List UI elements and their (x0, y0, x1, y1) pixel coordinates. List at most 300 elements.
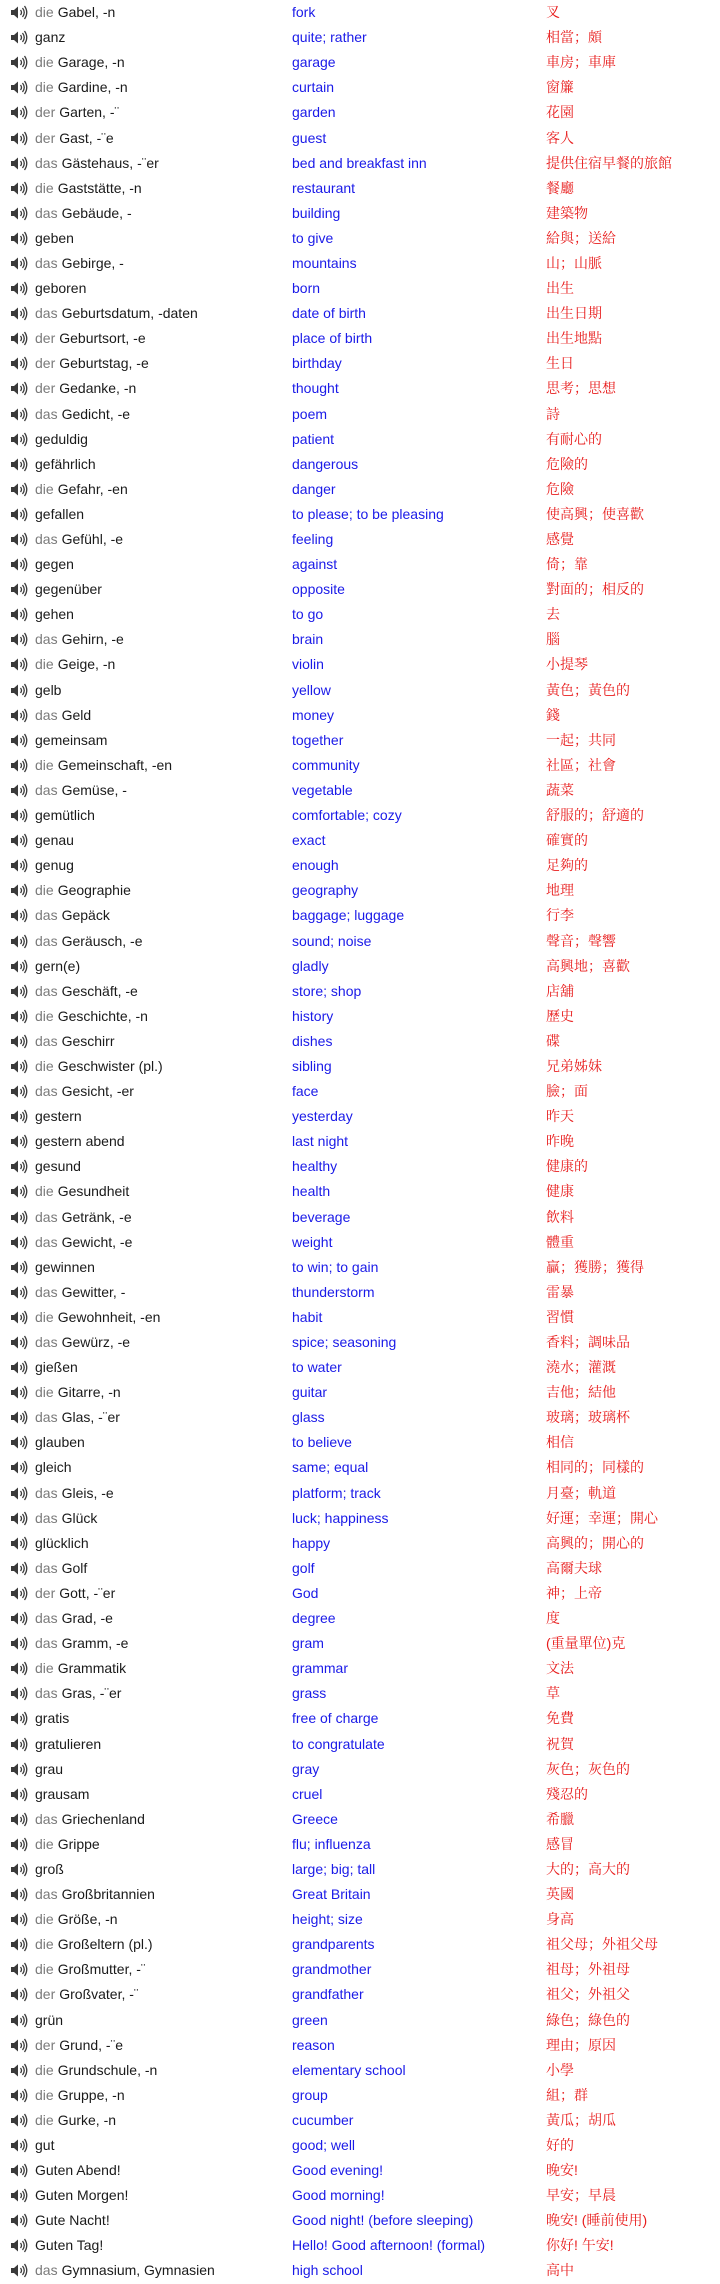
speaker-icon[interactable] (10, 959, 29, 974)
german-cell (0, 2183, 292, 2208)
article: die (35, 2111, 54, 2128)
english-translation: grandparents (292, 1936, 375, 1953)
german-cell (0, 1054, 292, 1079)
speaker-icon[interactable] (10, 708, 29, 723)
german-word: geben (35, 229, 74, 246)
speaker-icon[interactable] (10, 1410, 29, 1425)
speaker-icon[interactable] (10, 1812, 29, 1827)
vocab-row (0, 1330, 720, 1355)
speaker-icon[interactable] (10, 1235, 29, 1250)
speaker-icon[interactable] (10, 1862, 29, 1877)
speaker-icon[interactable] (10, 883, 29, 898)
vocab-row (0, 1606, 720, 1631)
german-word: gefallen (35, 505, 85, 522)
english-translation: thought (292, 380, 339, 397)
chinese-translation: 贏；獲勝；獲得 (546, 1258, 644, 1275)
speaker-icon[interactable] (10, 808, 29, 823)
chinese-translation: 體重 (546, 1233, 574, 1250)
speaker-icon[interactable] (10, 1134, 29, 1149)
german-cell (0, 1280, 292, 1305)
speaker-icon[interactable] (10, 1210, 29, 1225)
speaker-icon[interactable] (10, 984, 29, 999)
speaker-icon[interactable] (10, 1034, 29, 1049)
vocab-row (0, 1154, 720, 1179)
english-translation: gladly (292, 957, 329, 974)
speaker-icon[interactable] (10, 1511, 29, 1526)
chinese-translation: 玻璃；玻璃杯 (546, 1409, 630, 1426)
german-cell (0, 1355, 292, 1380)
german-word: gestern (35, 1108, 82, 1125)
chinese-translation: 黃瓜；胡瓜 (546, 2111, 616, 2128)
german-word: genau (35, 832, 74, 849)
german-word: glauben (35, 1434, 85, 1451)
chinese-translation: 去 (546, 606, 560, 623)
article: das (35, 907, 58, 924)
german-word: Gesundheit (57, 1183, 130, 1200)
german-cell (0, 728, 292, 753)
article: das (35, 932, 58, 949)
german-word: gewinnen (35, 1258, 95, 1275)
chinese-translation: (重量單位)克 (546, 1635, 626, 1652)
speaker-icon[interactable] (10, 858, 29, 873)
speaker-icon[interactable] (10, 1762, 29, 1777)
speaker-icon[interactable] (10, 1285, 29, 1300)
speaker-icon[interactable] (10, 1159, 29, 1174)
german-cell (0, 1179, 292, 1204)
speaker-icon[interactable] (10, 181, 29, 196)
german-word: gern(e) (35, 957, 81, 974)
vocab-row (0, 201, 720, 226)
speaker-icon[interactable] (10, 1435, 29, 1450)
english-translation: grass (292, 1685, 327, 1702)
english-translation: Hello! Good afternoon! (formal) (292, 2237, 485, 2254)
english-translation: fork (292, 4, 316, 21)
chinese-translation: 健康的 (546, 1158, 588, 1175)
chinese-translation: 昨晚 (546, 1133, 574, 1150)
speaker-icon[interactable] (10, 1737, 29, 1752)
chinese-translation: 灰色；灰色的 (546, 1760, 630, 1777)
speaker-icon[interactable] (10, 2063, 29, 2078)
speaker-icon[interactable] (10, 131, 29, 146)
chinese-translation: 叉 (546, 4, 560, 21)
english-translation: to go (292, 606, 324, 623)
german-word: Gedicht, -e (61, 405, 131, 422)
article: das (35, 2262, 58, 2279)
article: der (35, 355, 56, 372)
english-translation: luck; happiness (292, 1509, 389, 1526)
article: das (35, 1886, 58, 1903)
speaker-icon[interactable] (10, 1837, 29, 1852)
chinese-translation: 餐廳 (546, 179, 574, 196)
english-translation: garden (292, 104, 336, 121)
chinese-translation: 神；上帝 (546, 1584, 602, 1601)
chinese-translation: 澆水；灌溉 (546, 1359, 616, 1376)
vocab-row (0, 2083, 720, 2108)
vocab-row (0, 1305, 720, 1330)
vocab-row (0, 251, 720, 276)
english-translation: good; well (292, 2137, 356, 2154)
article: das (35, 1685, 58, 1702)
speaker-icon[interactable] (10, 331, 29, 346)
vocab-row (0, 1656, 720, 1681)
german-cell (0, 1606, 292, 1631)
german-word: Gewitter, - (61, 1283, 126, 1300)
chinese-translation: 晚安! (546, 2162, 578, 2179)
speaker-icon[interactable] (10, 1636, 29, 1651)
article: der (35, 2036, 56, 2053)
vocab-row (0, 1205, 720, 1230)
speaker-icon[interactable] (10, 1561, 29, 1576)
speaker-icon[interactable] (10, 306, 29, 321)
speaker-icon[interactable] (10, 1661, 29, 1676)
english-translation: God (292, 1584, 319, 1601)
english-translation: cucumber (292, 2111, 354, 2128)
german-word: Gewohnheit, -en (57, 1308, 161, 1325)
article: die (35, 480, 54, 497)
vocab-row (0, 151, 720, 176)
speaker-icon[interactable] (10, 1385, 29, 1400)
chinese-translation: 黃色；黃色的 (546, 681, 630, 698)
german-cell (0, 226, 292, 251)
german-word: Gästehaus, -¨er (61, 154, 159, 171)
article: das (35, 1635, 58, 1652)
speaker-icon[interactable] (10, 1611, 29, 1626)
speaker-icon[interactable] (10, 2038, 29, 2053)
speaker-icon[interactable] (10, 1711, 29, 1726)
chinese-translation: 確實的 (546, 832, 588, 849)
speaker-icon[interactable] (10, 407, 29, 422)
speaker-icon[interactable] (10, 1787, 29, 1802)
speaker-icon[interactable] (10, 156, 29, 171)
german-cell (0, 25, 292, 50)
english-translation: free of charge (292, 1710, 379, 1727)
article: das (35, 631, 58, 648)
german-cell (0, 1656, 292, 1681)
german-word: gleich (35, 1459, 72, 1476)
speaker-icon[interactable] (10, 206, 29, 221)
speaker-icon[interactable] (10, 432, 29, 447)
speaker-icon[interactable] (10, 2163, 29, 2178)
german-word: Garten, -¨ (59, 104, 120, 121)
english-translation: platform; track (292, 1484, 381, 1501)
german-word: Großeltern (pl.) (57, 1936, 153, 1953)
german-word: Geräusch, -e (61, 932, 143, 949)
vocab-row (0, 954, 720, 979)
chinese-translation: 英國 (546, 1886, 574, 1903)
english-translation: money (292, 706, 335, 723)
article: die (35, 54, 54, 71)
speaker-icon[interactable] (10, 532, 29, 547)
chinese-translation: 聲音；聲響 (546, 932, 616, 949)
speaker-icon[interactable] (10, 1335, 29, 1350)
english-translation: patient (292, 430, 335, 447)
german-word: Geld (61, 706, 92, 723)
speaker-icon[interactable] (10, 2238, 29, 2253)
speaker-icon[interactable] (10, 1887, 29, 1902)
german-cell (0, 2033, 292, 2058)
vocab-row (0, 75, 720, 100)
german-cell (0, 251, 292, 276)
article: die (35, 656, 54, 673)
vocab-row (0, 778, 720, 803)
speaker-icon[interactable] (10, 2013, 29, 2028)
german-word: Glück (61, 1509, 98, 1526)
english-translation: restaurant (292, 179, 356, 196)
english-translation: beverage (292, 1208, 351, 1225)
vocab-row (0, 1430, 720, 1455)
english-translation: to water (292, 1359, 342, 1376)
article: der (35, 330, 56, 347)
speaker-icon[interactable] (10, 1937, 29, 1952)
chinese-translation: 出生 (546, 280, 574, 297)
vocab-row (0, 1104, 720, 1129)
speaker-icon[interactable] (10, 1360, 29, 1375)
vocab-row (0, 1481, 720, 1506)
vocab-row (0, 1280, 720, 1305)
article: der (35, 129, 56, 146)
german-word: gießen (35, 1359, 78, 1376)
chinese-translation: 碟 (546, 1032, 560, 1049)
german-cell (0, 1305, 292, 1330)
chinese-translation: 地理 (546, 882, 574, 899)
vocab-row (0, 100, 720, 125)
speaker-icon[interactable] (10, 2188, 29, 2203)
german-cell (0, 1029, 292, 1054)
article: die (35, 2061, 54, 2078)
speaker-icon[interactable] (10, 733, 29, 748)
speaker-icon[interactable] (10, 2138, 29, 2153)
speaker-icon[interactable] (10, 1962, 29, 1977)
german-cell (0, 577, 292, 602)
article: die (35, 756, 54, 773)
speaker-icon[interactable] (10, 657, 29, 672)
vocab-row (0, 878, 720, 903)
english-translation: together (292, 731, 344, 748)
speaker-icon[interactable] (10, 632, 29, 647)
chinese-translation: 倚；靠 (546, 556, 588, 573)
german-word: Gruppe, -n (57, 2086, 125, 2103)
speaker-icon[interactable] (10, 231, 29, 246)
speaker-icon[interactable] (10, 30, 29, 45)
chinese-translation: 草 (546, 1685, 560, 1702)
english-translation: happy (292, 1534, 331, 1551)
german-word: Großmutter, -¨ (57, 1961, 146, 1978)
english-translation: large; big; tall (292, 1860, 376, 1877)
speaker-icon[interactable] (10, 1184, 29, 1199)
chinese-translation: 祝賀 (546, 1735, 574, 1752)
german-cell (0, 527, 292, 552)
speaker-icon[interactable] (10, 758, 29, 773)
german-cell (0, 703, 292, 728)
speaker-icon[interactable] (10, 457, 29, 472)
vocab-row (0, 1957, 720, 1982)
english-translation: curtain (292, 79, 335, 96)
vocab-row (0, 1079, 720, 1104)
speaker-icon[interactable] (10, 1109, 29, 1124)
speaker-icon[interactable] (10, 557, 29, 572)
article: die (35, 2086, 54, 2103)
vocab-row (0, 1631, 720, 1656)
german-word: gestern abend (35, 1133, 125, 1150)
article: das (35, 1610, 58, 1627)
article: die (35, 1911, 54, 1928)
article: das (35, 204, 58, 221)
english-translation: guitar (292, 1384, 328, 1401)
german-word: Grippe (57, 1835, 100, 1852)
german-cell (0, 351, 292, 376)
speaker-icon[interactable] (10, 1460, 29, 1475)
speaker-icon[interactable] (10, 1260, 29, 1275)
speaker-icon[interactable] (10, 2113, 29, 2128)
chinese-translation: 花園 (546, 104, 574, 121)
chinese-translation: 腦 (546, 631, 560, 648)
german-cell (0, 1205, 292, 1230)
english-translation: Good night! (before sleeping) (292, 2212, 474, 2229)
german-cell (0, 2233, 292, 2258)
speaker-icon[interactable] (10, 783, 29, 798)
speaker-icon[interactable] (10, 2088, 29, 2103)
german-word: Guten Tag! (35, 2237, 104, 2254)
german-cell (0, 452, 292, 477)
speaker-icon[interactable] (10, 381, 29, 396)
chinese-translation: 提供住宿早餐的旅館 (546, 154, 672, 171)
speaker-icon[interactable] (10, 482, 29, 497)
chinese-translation: 健康 (546, 1183, 574, 1200)
speaker-icon[interactable] (10, 1009, 29, 1024)
speaker-icon[interactable] (10, 1536, 29, 1551)
chinese-translation: 你好! 午安! (546, 2237, 614, 2254)
chinese-translation: 飲料 (546, 1208, 574, 1225)
speaker-icon[interactable] (10, 683, 29, 698)
english-translation: poem (292, 405, 328, 422)
speaker-icon[interactable] (10, 1987, 29, 2002)
speaker-icon[interactable] (10, 1310, 29, 1325)
speaker-icon[interactable] (10, 1486, 29, 1501)
german-word: Gemeinschaft, -en (57, 756, 173, 773)
german-word: Gast, -¨e (59, 129, 114, 146)
speaker-icon[interactable] (10, 1912, 29, 1927)
vocab-row (0, 2158, 720, 2183)
german-cell (0, 301, 292, 326)
chinese-translation: 小學 (546, 2061, 574, 2078)
german-word: Geographie (57, 882, 131, 899)
vocab-row (0, 1807, 720, 1832)
speaker-icon[interactable] (10, 582, 29, 597)
chinese-translation: 月臺；軌道 (546, 1484, 616, 1501)
vocab-row (0, 1681, 720, 1706)
chinese-translation: 蔬菜 (546, 781, 574, 798)
german-word: gegenüber (35, 581, 102, 598)
speaker-icon[interactable] (10, 507, 29, 522)
german-word: Geige, -n (57, 656, 116, 673)
speaker-icon[interactable] (10, 833, 29, 848)
article: das (35, 405, 58, 422)
german-cell (0, 1857, 292, 1882)
english-translation: high school (292, 2262, 363, 2279)
speaker-icon[interactable] (10, 607, 29, 622)
english-translation: thunderstorm (292, 1283, 375, 1300)
speaker-icon[interactable] (10, 1084, 29, 1099)
chinese-translation: 窗簾 (546, 79, 574, 96)
german-word: Gleis, -e (61, 1484, 114, 1501)
speaker-icon[interactable] (10, 356, 29, 371)
german-word: glücklich (35, 1534, 89, 1551)
article: der (35, 104, 56, 121)
german-cell (0, 276, 292, 301)
german-cell (0, 1732, 292, 1757)
german-cell (0, 954, 292, 979)
english-translation: brain (292, 631, 324, 648)
german-word: Grammatik (57, 1660, 127, 1677)
article: das (35, 1283, 58, 1300)
german-word: Gabel, -n (57, 4, 116, 21)
chinese-translation: 歷史 (546, 1007, 574, 1024)
german-word: gesund (35, 1158, 81, 1175)
speaker-icon[interactable] (10, 80, 29, 95)
german-cell (0, 627, 292, 652)
speaker-icon[interactable] (10, 1586, 29, 1601)
english-translation: building (292, 204, 341, 221)
article: das (35, 305, 58, 322)
article: das (35, 1559, 58, 1576)
speaker-icon[interactable] (10, 2263, 29, 2278)
speaker-icon[interactable] (10, 256, 29, 271)
speaker-icon[interactable] (10, 55, 29, 70)
vocab-row (0, 50, 720, 75)
speaker-icon[interactable] (10, 934, 29, 949)
chinese-translation: 相當；頗 (546, 29, 602, 46)
chinese-translation: 香料；調味品 (546, 1334, 630, 1351)
vocab-row (0, 351, 720, 376)
english-translation: grandfather (292, 1986, 364, 2003)
english-translation: born (292, 280, 321, 297)
speaker-icon[interactable] (10, 908, 29, 923)
chinese-translation: 感覺 (546, 531, 574, 548)
german-word: Gefahr, -en (57, 480, 128, 497)
german-cell (0, 1706, 292, 1731)
vocab-row (0, 1380, 720, 1405)
speaker-icon[interactable] (10, 2213, 29, 2228)
article: das (35, 1810, 58, 1827)
article: die (35, 1057, 54, 1074)
vocab-row (0, 376, 720, 401)
german-cell (0, 2058, 292, 2083)
chinese-translation: 高興的；開心的 (546, 1534, 644, 1551)
german-cell (0, 652, 292, 677)
article: die (35, 1835, 54, 1852)
english-translation: weight (292, 1233, 333, 1250)
german-cell (0, 1104, 292, 1129)
german-cell (0, 1481, 292, 1506)
german-cell (0, 2133, 292, 2158)
english-translation: garage (292, 54, 336, 71)
german-word: gegen (35, 556, 74, 573)
vocab-row (0, 652, 720, 677)
speaker-icon[interactable] (10, 1059, 29, 1074)
speaker-icon[interactable] (10, 281, 29, 296)
german-word: Glas, -¨er (61, 1409, 120, 1426)
speaker-icon[interactable] (10, 105, 29, 120)
german-word: gemütlich (35, 807, 95, 824)
german-cell (0, 1832, 292, 1857)
speaker-icon[interactable] (10, 1686, 29, 1701)
german-cell (0, 151, 292, 176)
german-word: ganz (35, 29, 66, 46)
german-cell (0, 1957, 292, 1982)
speaker-icon[interactable] (10, 5, 29, 20)
english-translation: Great Britain (292, 1886, 371, 1903)
chinese-translation: 舒服的；舒適的 (546, 807, 644, 824)
